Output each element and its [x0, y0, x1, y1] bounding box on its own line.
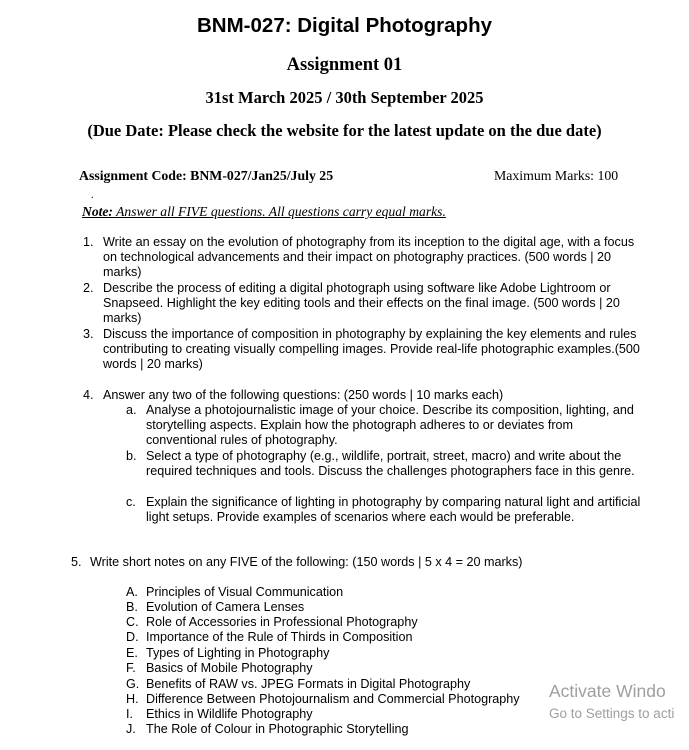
short-note-text: Benefits of RAW vs. JPEG Formats in Digital Photography [146, 677, 471, 691]
short-note-text: Evolution of Camera Lenses [146, 600, 305, 614]
question-number: 3. [83, 327, 94, 341]
short-note-letter: B. [126, 600, 138, 614]
question-text: Answer any two of the following questions: (250 words | 10 marks each) [103, 388, 504, 402]
short-note-letter: D. [126, 630, 139, 644]
short-note-letter: E. [126, 646, 138, 660]
short-note-text: The Role of Colour in Photographic Storytelling [146, 722, 409, 736]
question-text: Describe the process of editing a digital photograph using software like Adobe Lightroom or Snapseed. Highlight the key editing tools and their effects on the final image. (500 words | 20 marks) [103, 281, 620, 326]
question-text: Write short notes on any FIVE of the following: (150 words | 5 x 4 = 20 marks) [90, 555, 523, 569]
question-text: Write an essay on the evolution of photography from its inception to the digital age, with a focus on technological advancements and their impact on photography practices. (500 words | 20 marks) [103, 235, 635, 280]
question-number: 2. [83, 281, 94, 295]
short-note-letter: G. [126, 677, 140, 691]
activate-windows-subtext: Go to Settings to acti [549, 706, 675, 721]
note-line [82, 204, 446, 220]
short-note-letter: H. [126, 692, 139, 706]
short-note-letter: J. [126, 722, 136, 736]
question-number: 4. [83, 388, 94, 402]
assignment-number: Assignment 01 [286, 55, 403, 75]
subquestion-text: Analyse a photojournalistic image of your choice. Describe its composition, lighting, and storytelling aspects. Explain how the photograph adheres to or deviates from conventional rules of photography. [146, 403, 634, 448]
short-note-text: Role of Accessories in Professional Photography [146, 615, 418, 629]
subquestion-text: Explain the significance of lighting in photography by comparing natural light and artificial light setups. Provide examples of scenarios where each would be preferable. [146, 495, 641, 525]
note-text: Answer all FIVE questions. All questions carry equal marks. [112, 204, 446, 219]
maximum-marks: Maximum Marks: 100 [494, 168, 619, 183]
short-note-text: Types of Lighting in Photography [146, 646, 330, 660]
short-note-text: Ethics in Wildlife Photography [146, 707, 313, 721]
short-note-text: Difference Between Photojournalism and Commercial Photography [146, 692, 520, 706]
course-title: BNM-027: Digital Photography [197, 14, 492, 37]
subquestion-letter: b. [126, 449, 137, 463]
activate-windows-watermark: Activate Windo [549, 681, 666, 701]
short-note-letter: C. [126, 615, 139, 629]
short-note-letter: A. [126, 585, 138, 599]
note-label: Note: [82, 204, 113, 219]
short-note-text: Basics of Mobile Photography [146, 661, 313, 675]
question-text: Discuss the importance of composition in photography by explaining the key elements and rules contributing to creating visually compelling images. Provide real-life photographic examples.(500 words | 20 marks) [103, 327, 640, 372]
session-dates: 31st March 2025 / 30th September 2025 [205, 88, 484, 107]
stray-dot: . [91, 190, 94, 201]
due-date-notice: (Due Date: Please check the website for the latest update on the due date) [87, 121, 602, 140]
subquestion-letter: c. [126, 495, 136, 509]
subquestion-letter: a. [126, 403, 137, 417]
subquestion-text: Select a type of photography (e.g., wildlife, portrait, street, macro) and write about the required techniques and tools. Discuss the challenges photographers face in this genre. [146, 449, 635, 479]
assignment-code: Assignment Code: BNM-027/Jan25/July 25 [79, 168, 334, 183]
short-note-letter: I. [126, 707, 133, 721]
short-note-text: Principles of Visual Communication [146, 585, 344, 599]
question-number: 1. [83, 235, 94, 249]
short-note-letter: F. [126, 661, 136, 675]
question-number: 5. [71, 555, 82, 569]
short-note-text: Importance of the Rule of Thirds in Composition [146, 630, 413, 644]
